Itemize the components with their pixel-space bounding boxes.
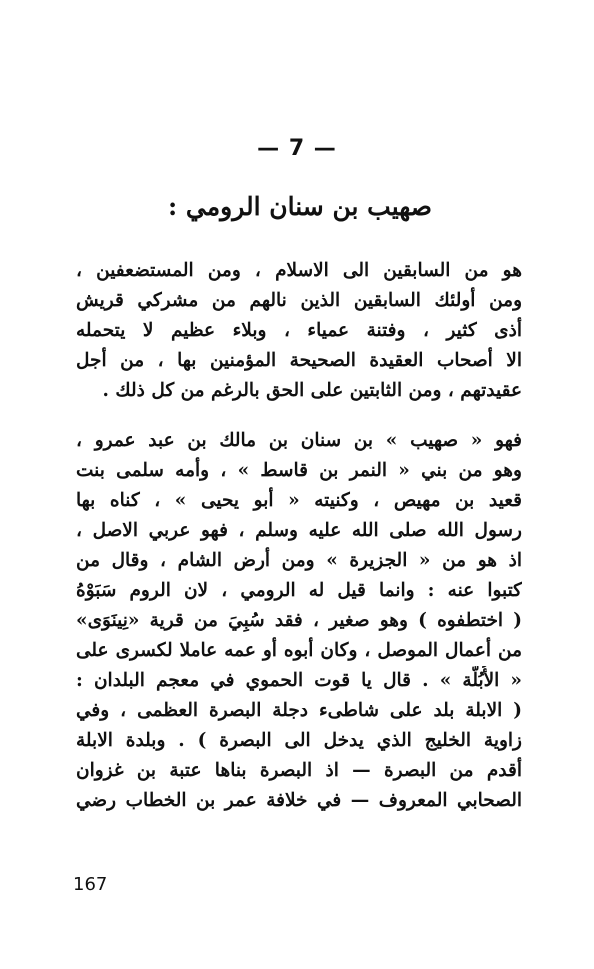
text-line: ( الابلة بلد على شاطىء دجلة البصرة العظمى ، وفي — [76, 700, 522, 721]
section-title: صهيب بن سنان الرومي : — [167, 192, 432, 221]
text-line: من أعمال الموصل ، وكان أبوه أو عمه عاملا لكسرى على — [76, 640, 522, 661]
text-line: عقيدتهم ، ومن الثابتين على الحق بالرغم من كل ذلك . — [102, 380, 522, 401]
text-line: « الأُبُلَّة » . قال يا قوت الحموي في معجم البلدان : — [76, 670, 522, 691]
text-line: زاوية الخليج الذي يدخل الى البصرة ) . وبلدة الابلة — [76, 730, 522, 751]
text-line: اذ هو من « الجزيرة » ومن أرض الشام ، وقال من — [76, 550, 522, 571]
text-line: وهو من بني « النمر بن قاسط » ، وأمه سلمى بنت — [76, 460, 522, 481]
text-line: أذى كثير ، وفتنة عمياء ، وبلاء عظيم لا يتحمله — [76, 320, 522, 341]
chapter-number: — 7 — — [257, 136, 337, 161]
paragraph-1 — [76, 256, 522, 406]
text-line: هو من السابقين الى الاسلام ، ومن المستضعفين ، — [76, 260, 522, 281]
page-number: 167 — [73, 874, 108, 895]
text-line: أقدم من البصرة — اذ البصرة بناها عتبة بن غزوان — [76, 760, 522, 781]
text-line: الصحابي المعروف — في خلافة عمر بن الخطاب رضي — [76, 790, 522, 811]
text-line: كتبوا عنه : وانما قيل له الرومي ، لان الروم سَبَوْهُ — [76, 580, 522, 601]
text-line: رسول الله صلى الله عليه وسلم ، فهو عربي الاصل ، — [76, 520, 522, 541]
text-line: فهو « صهيب » بن سنان بن مالك بن عبد عمرو ، — [76, 430, 522, 451]
paragraph-2 — [76, 426, 522, 816]
text-line: ( اختطفوه ) وهو صغير ، فقد سُبِيَ من قرية «نِينَوَى» — [76, 610, 522, 631]
text-line: قعيد بن مهيص ، وكنيته « أبو يحيى » ، كناه بها — [76, 490, 522, 511]
text-line: ومن أولئك السابقين الذين نالهم من مشركي قريش — [76, 290, 522, 311]
text-line: الا أصحاب العقيدة الصحيحة المؤمنين بها ، من أجل — [76, 350, 522, 371]
